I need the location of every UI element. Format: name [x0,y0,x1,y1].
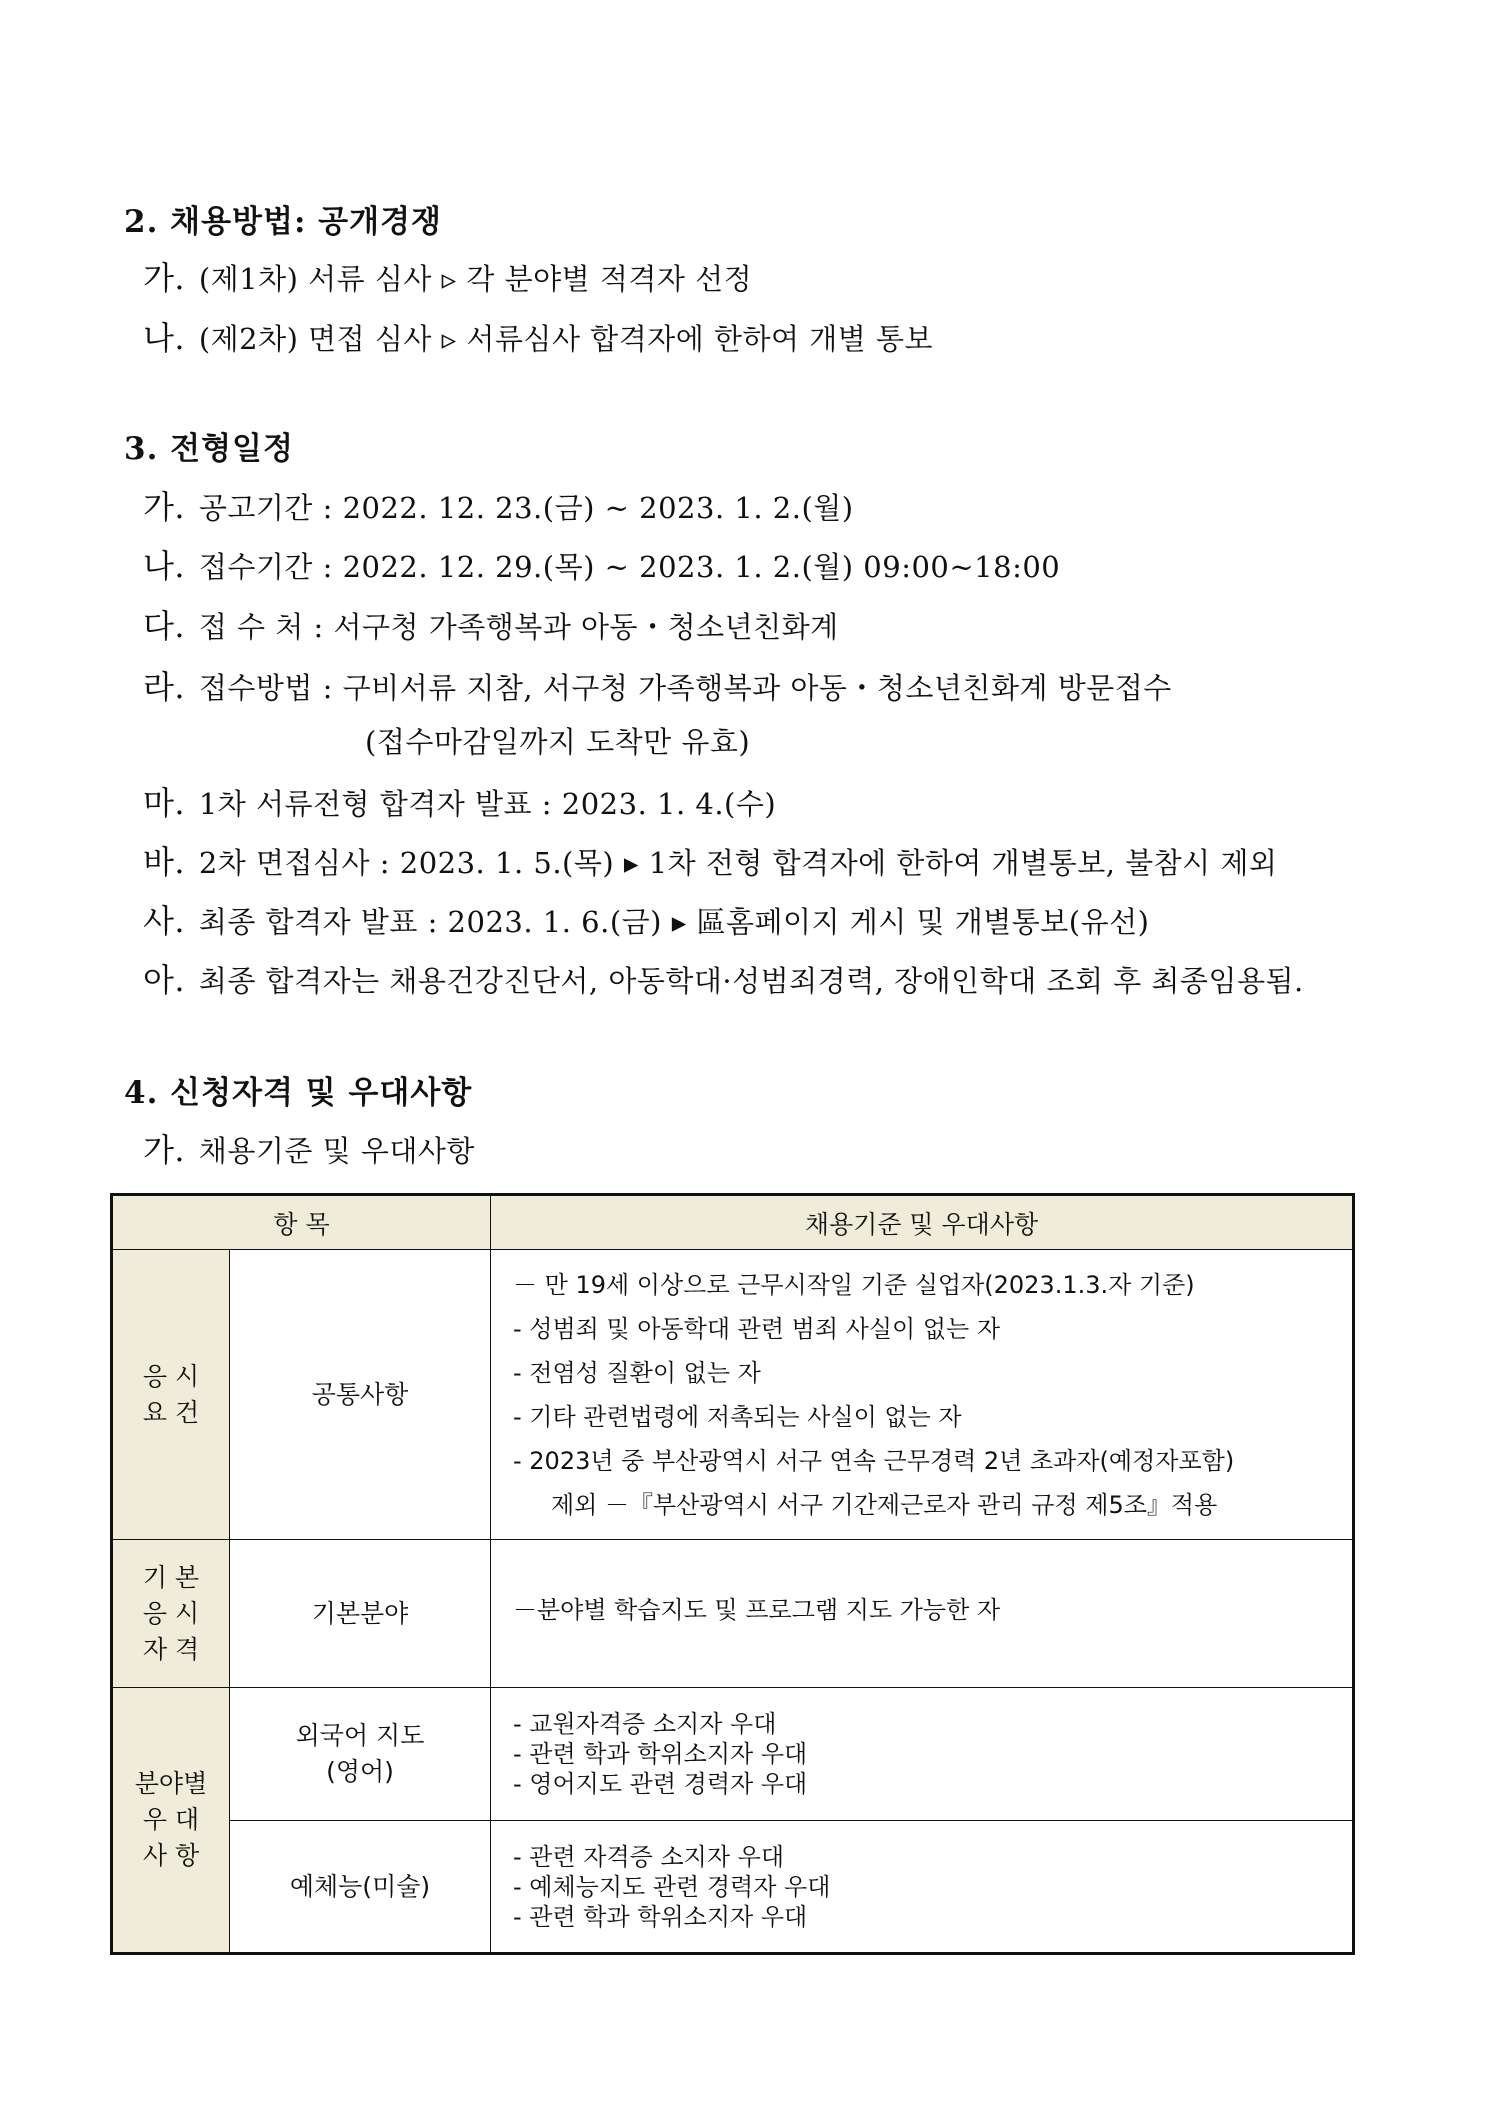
table-row [112,1821,1354,1954]
item-text: 최종 합격자는 채용건강진단서, 아동학대·성범죄경력, 장애인학대 조회 후 최종임용됨. [198,964,1304,998]
criteria-arts [491,1821,1354,1954]
item-text: 접 수 처 : 서구청 가족행복과 아동・청소년친화계 [198,610,839,644]
item-marker: 다. [143,607,186,645]
item-marker: 나. [143,319,186,357]
item-text: (제2차) 면접 심사 ▹ 서류심사 합격자에 한하여 개별 통보 [198,322,933,356]
item-text: 최종 합격자 발표 : 2023. 1. 6.(금) ▸ 區홈페이지 게시 및 개별통보(유선) [198,905,1150,939]
item-text: 2차 면접심사 : 2023. 1. 5.(목) ▸ 1차 전형 합격자에 한하여 개별통보, 불참시 제외 [198,846,1278,880]
criteria-line: 제외 －『부산광역시 서구 기간제근로자 관리 규정 제5조』적용 [551,1490,1218,1519]
section2-item [143,313,933,359]
section3-item [143,482,854,528]
header-criteria: 채용기준 및 우대사항 [491,1195,1354,1250]
item-marker: 마. [143,784,186,822]
criteria-basic [491,1540,1354,1688]
item-text: (제1차) 서류 심사 ▹ 각 분야별 적격자 선정 [198,262,753,296]
criteria-line: - 예체능지도 관련 경력자 우대 [513,1872,831,1901]
criteria-line: － 만 19세 이상으로 근무시작일 기준 실업자(2023.1.3.자 기준) [513,1270,1195,1299]
item-text: 공고기간 : 2022. 12. 23.(금) ~ 2023. 1. 2.(월) [198,491,854,525]
table-row [112,1688,1354,1821]
criteria-line: - 기타 관련법령에 저촉되는 사실이 없는 자 [513,1402,962,1431]
item-marker: 아. [143,961,186,999]
section3-item [143,662,1172,708]
item-marker: 가. [143,259,186,297]
section4-title: 4. 신청자격 및 우대사항 [124,1075,473,1111]
criteria-line: - 성범죄 및 아동학대 관련 범죄 사실이 없는 자 [513,1314,1001,1343]
item-marker: 가. [143,488,186,526]
criteria-line: - 전염성 질환이 없는 자 [513,1358,761,1387]
criteria-line: - 2023년 중 부산광역시 서구 연속 근무경력 2년 초과자(예정자포함) [513,1446,1235,1475]
section3-item [143,955,1304,1001]
section2-title: 2. 채용방법: 공개경쟁 [124,204,442,240]
category-preference: 분야별 우 대 사 항 [112,1688,230,1954]
sub-basic: 기본분야 [230,1540,491,1688]
item-marker: 라. [143,668,186,706]
item-marker: 사. [143,902,186,940]
section2-item [143,253,752,299]
criteria-foreign-language [491,1688,1354,1821]
table-row [112,1540,1354,1688]
item-marker: 나. [143,547,186,585]
criteria-common [491,1250,1354,1540]
table-row [112,1250,1354,1540]
sub-foreign-language: 외국어 지도 (영어) [230,1688,491,1821]
table-header-row [112,1195,1354,1250]
criteria-line: －분야별 학습지도 및 프로그램 지도 가능한 자 [513,1596,1001,1624]
criteria-line: - 관련 학과 학위소지자 우대 [513,1740,808,1768]
item-text: 접수방법 : 구비서류 지참, 서구청 가족행복과 아동・청소년친화계 방문접수 [198,671,1172,705]
criteria-line: - 관련 학과 학위소지자 우대 [513,1902,808,1931]
item-marker: 가. [143,1131,186,1169]
section3-item [143,778,776,824]
item-text: 1차 서류전형 합격자 발표 : 2023. 1. 4.(수) [198,787,777,821]
category-requirements: 응 시 요 건 [112,1250,230,1540]
item-text: 접수기간 : 2022. 12. 29.(목) ~ 2023. 1. 2.(월) 09:00~18:00 [198,550,1061,584]
section4-subtitle [143,1125,475,1171]
section3-title: 3. 전형일정 [124,431,294,467]
sub-common: 공통사항 [230,1250,491,1540]
category-basic: 기 본 응 시 자 격 [112,1540,230,1688]
criteria-line: - 영어지도 관련 경력자 우대 [513,1770,808,1798]
section3-item [143,837,1277,883]
section3-item-continuation: (접수마감일까지 도착만 유효) [365,725,751,759]
section3-item [143,896,1149,942]
header-item: 항 목 [112,1195,491,1250]
criteria-table [110,1193,1355,1955]
item-marker: 바. [143,843,186,881]
criteria-line: - 교원자격증 소지자 우대 [513,1710,777,1738]
item-text: 채용기준 및 우대사항 [198,1134,475,1168]
section3-item [143,541,1060,587]
section3-item [143,601,839,647]
sub-arts: 예체능(미술) [230,1821,491,1954]
criteria-line: - 관련 자격증 소지자 우대 [513,1842,785,1871]
